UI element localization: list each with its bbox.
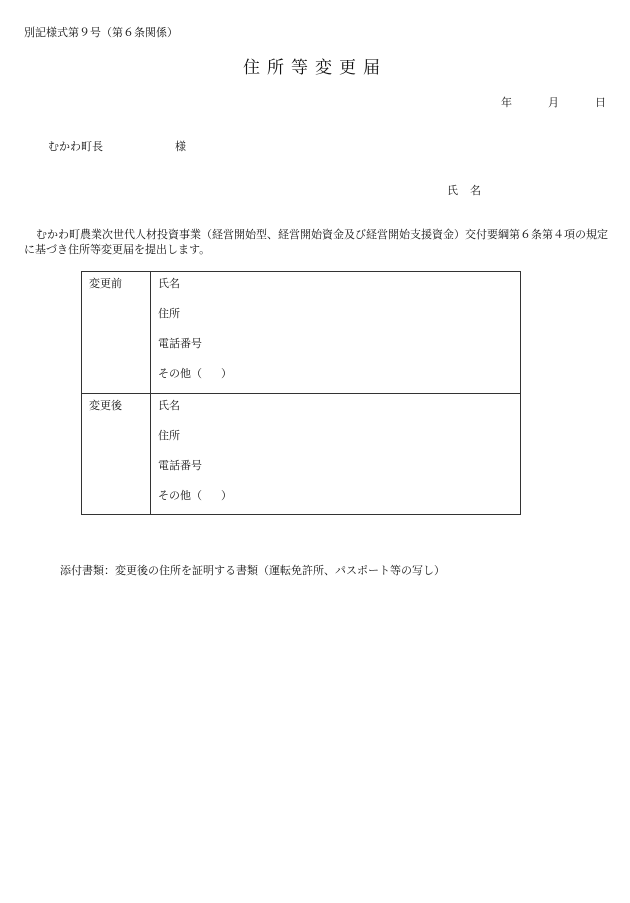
date-day-label: 日 [595, 96, 606, 109]
before-other-field [158, 365, 232, 381]
date-year-label: 年 [501, 96, 512, 109]
before-other-close: ） [221, 367, 232, 380]
before-name-field: 氏名 [158, 277, 180, 290]
date-line [501, 94, 606, 110]
after-address-field: 住所 [158, 429, 180, 442]
date-month-label: 月 [548, 96, 559, 109]
after-other-close: ） [221, 489, 232, 502]
change-table [81, 271, 521, 515]
applicant-name-label: 氏名 [447, 184, 493, 197]
after-phone-field: 電話番号 [158, 459, 202, 472]
section-after-label: 変更後 [89, 399, 122, 412]
section-before-label: 変更前 [89, 277, 122, 290]
intro-paragraph: むかわ町農業次世代人材投資事業（経営開始型、経営開始資金及び経営開始支援資金）交付要綱第６条第４項の規定に基づき住所等変更届を提出します。 [24, 228, 608, 256]
addressee-name: むかわ町長 [48, 140, 103, 153]
after-other-field [158, 487, 232, 503]
after-other-open: その他（ [158, 489, 202, 502]
form-number: 別記様式第９号（第６条関係） [24, 26, 178, 39]
table-row-divider [82, 393, 520, 394]
before-other-open: その他（ [158, 367, 202, 380]
addressee-honorific: 様 [175, 140, 186, 153]
before-phone-field: 電話番号 [158, 337, 202, 350]
before-address-field: 住所 [158, 307, 180, 320]
after-name-field: 氏名 [158, 399, 180, 412]
document-title: 住所等変更届 [243, 58, 387, 78]
attachment-note: 添付書類：変更後の住所を証明する書類（運転免許所、パスポート等の写し） [60, 564, 445, 577]
